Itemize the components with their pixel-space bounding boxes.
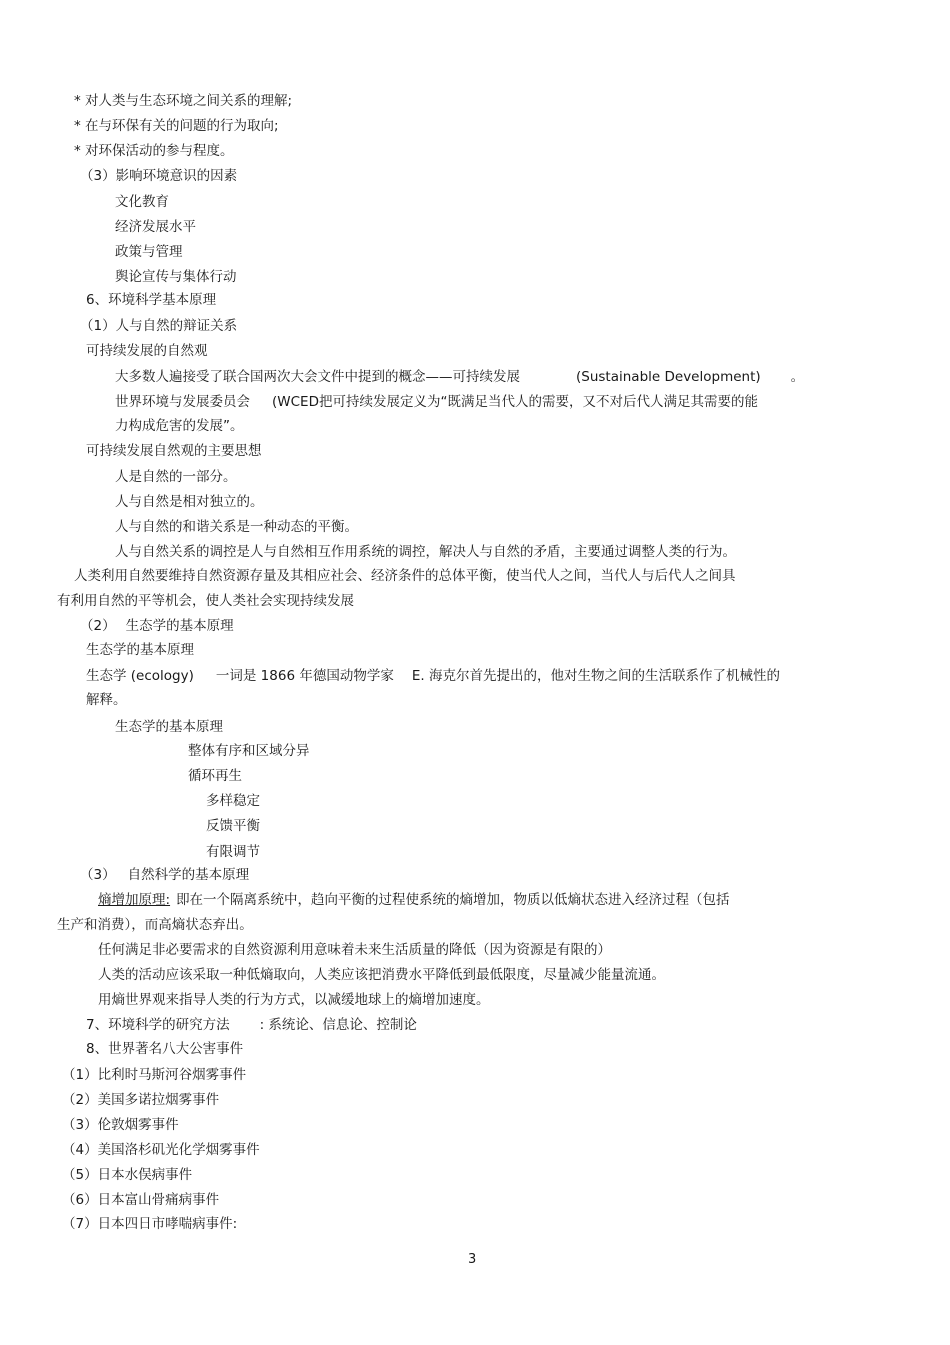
paragraph-line: 生产和消费），而高熵状态弃出。: [57, 917, 253, 933]
text-run: 世界环境与发展委员会: [115, 394, 250, 410]
event-item: （6）日本富山骨痛病事件: [62, 1192, 220, 1208]
text-run: 一词是 1866 年德国动物学家: [215, 668, 394, 684]
bullet-item: * 在与环保有关的问题的行为取向;: [74, 118, 279, 134]
paragraph-line: 人与自然关系的调控是人与自然相互作用系统的调控，解决人与自然的矛盾，主要通过调整人类的行为。: [115, 544, 736, 560]
paragraph-line: [115, 393, 758, 411]
subheading: 可持续发展的自然观: [86, 343, 208, 359]
event-item: （1）比利时马斯河谷烟雾事件: [62, 1067, 247, 1083]
text-run: 生态学的基本原理: [125, 618, 234, 634]
factor-item: 文化教育: [115, 194, 169, 210]
text-run: 即在一个隔离系统中，趋向平衡的过程使系统的熵增加，物质以低熵状态进入经济过程（包括: [176, 892, 730, 908]
text-run: 7、环境科学的研究方法: [86, 1017, 230, 1033]
section-heading: [80, 617, 234, 635]
text-run: (Sustainable Development): [576, 369, 761, 385]
paragraph-line: 有利用自然的平等机会，使人类社会实现持续发展: [57, 593, 354, 609]
text-run: 生态学 (ecology): [86, 668, 194, 684]
text-run: （3）: [80, 867, 116, 883]
paragraph-line: 人与自然的和谐关系是一种动态的平衡。: [115, 519, 358, 535]
paragraph-line: 人类的活动应该采取一种低熵取向，人类应该把消费水平降低到最低限度，尽量减少能量流通。: [98, 967, 665, 983]
subheading: 生态学的基本原理: [115, 719, 223, 735]
chapter-heading: 8、世界著名八大公害事件: [86, 1041, 244, 1057]
event-item: （3）伦敦烟雾事件: [62, 1117, 179, 1133]
section-heading: （1）人与自然的辩证关系: [80, 318, 238, 334]
principle-item: 反馈平衡: [206, 818, 260, 834]
text-run: E. 海克尔首先提出的，他对生物之间的生活联系作了机械性的: [411, 668, 780, 684]
factor-item: 舆论宣传与集体行动: [115, 269, 237, 285]
principle-item: 循环再生: [188, 768, 242, 784]
section-heading: [80, 866, 249, 884]
factor-item: 政策与管理: [115, 244, 183, 260]
principle-item: 多样稳定: [206, 793, 260, 809]
text-run: 自然科学的基本原理: [127, 867, 250, 883]
paragraph-line: 解释。: [86, 692, 127, 708]
chapter-heading: 6、环境科学基本原理: [86, 292, 217, 308]
page-number: 3: [468, 1252, 477, 1267]
paragraph-line: 力构成危害的发展”。: [115, 418, 244, 434]
paragraph-line: 人与自然是相对独立的。: [115, 494, 264, 510]
event-item: （5）日本水俣病事件: [62, 1167, 193, 1183]
paragraph-line: [115, 368, 804, 386]
subheading: 可持续发展自然观的主要思想: [86, 443, 262, 459]
paragraph-line: [98, 891, 730, 909]
text-run: : 系统论、信息论、控制论: [259, 1017, 417, 1033]
subheading: 生态学的基本原理: [86, 642, 194, 658]
text-run: （2）: [80, 618, 116, 634]
paragraph-line: 人是自然的一部分。: [115, 469, 237, 485]
principle-item: 整体有序和区域分异: [188, 743, 310, 759]
event-item: （7）日本四日市哮喘病事件:: [62, 1216, 238, 1232]
paragraph-line: 用熵世界观来指导人类的行为方式，以减缓地球上的熵增加速度。: [98, 992, 490, 1008]
paragraph-line: 人类利用自然要维持自然资源存量及其相应社会、经济条件的总体平衡，使当代人之间，当代人与后代人之间具: [74, 568, 736, 584]
text-run: 。: [790, 369, 805, 385]
chapter-heading: [86, 1016, 417, 1034]
event-item: （2）美国多诺拉烟雾事件: [62, 1092, 220, 1108]
entropy-term: 熵增加原理:: [98, 892, 171, 908]
text-run: (WCED把可持续发展定义为“既满足当代人的需要，又不对后代人满足其需要的能: [272, 394, 758, 410]
bullet-item: * 对环保活动的参与程度。: [74, 143, 234, 159]
bullet-item: * 对人类与生态环境之间关系的理解;: [74, 93, 293, 109]
text-run: 大多数人遍接受了联合国两次大会文件中提到的概念——可持续发展: [115, 369, 520, 385]
paragraph-line: 任何满足非必要需求的自然资源利用意味着未来生活质量的降低（因为资源是有限的）: [98, 942, 611, 958]
factor-item: 经济发展水平: [115, 219, 196, 235]
section-heading: （3）影响环境意识的因素: [80, 168, 238, 184]
paragraph-line: [86, 667, 780, 685]
event-item: （4）美国洛杉矶光化学烟雾事件: [62, 1142, 260, 1158]
principle-item: 有限调节: [206, 844, 260, 860]
